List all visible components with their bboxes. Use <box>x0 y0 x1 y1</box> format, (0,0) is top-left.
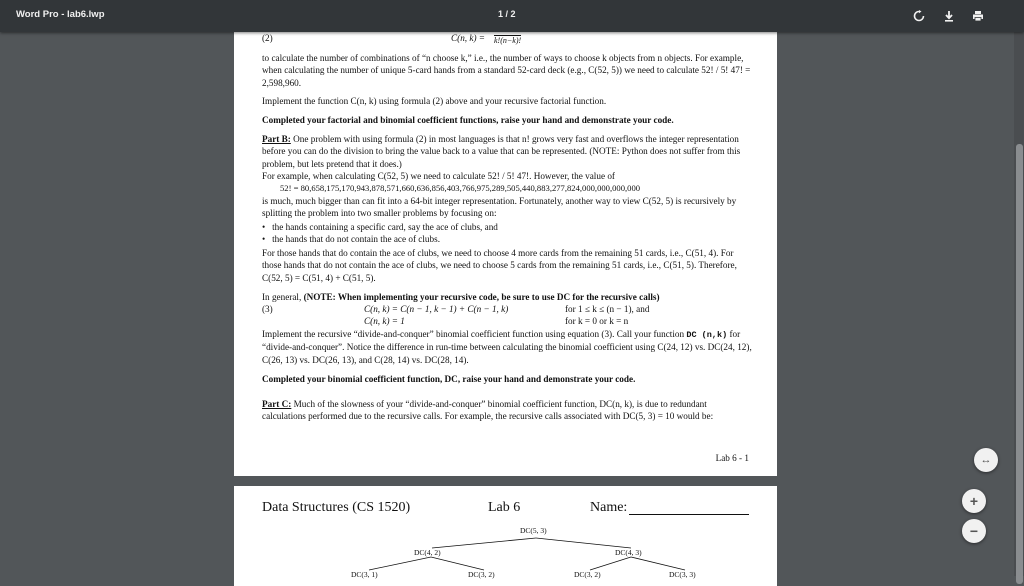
implement-dc-text-a: Implement the recursive “divide-and-conquer” binomial coefficient function using equation (3). Call your function <box>262 329 687 339</box>
tree-edge <box>536 538 631 548</box>
formula-2-denominator: k!(n−k)! <box>494 36 522 45</box>
tree-edge <box>369 557 431 570</box>
download-icon[interactable] <box>940 7 958 25</box>
part-b-label: Part B: <box>262 134 291 144</box>
formula-2-label: (2) <box>262 33 273 43</box>
bullet-2-text: the hands that do not contain the ace of clubs. <box>272 234 440 244</box>
vertical-scrollbar[interactable] <box>1014 32 1024 576</box>
paragraph-example: For example, when calculating C(52, 5) we need to calculate 52! / 5! 47!. However, the value of <box>262 171 615 181</box>
tree-edge <box>590 557 631 570</box>
page-indicator: 1 / 2 <box>498 9 516 19</box>
tree-node-r1: DC(4, 3) <box>615 548 642 557</box>
zoom-out-icon: − <box>969 523 979 539</box>
scrollbar-thumb[interactable] <box>1016 144 1023 584</box>
checkpoint-2-text: Completed your binomial coefficient function, DC, raise your hand and demonstrate your code. <box>262 374 636 384</box>
part-c-text: Much of the slowness of your “divide-and-conquer” binomial coefficient function, DC(n, k), is due to redundant calculations performed due to the recursive calls. For example, the recursive calls associated with DC(5, 3) = 10 would be: <box>262 399 714 422</box>
paragraph-recursive-view: is much, much bigger than can fit into a 64-bit integer representation. Fortunately, another way to view C(52, 5) is recursively by splitting the problem into two smaller problems by focusing on: <box>262 196 737 219</box>
part-c-label: Part C: <box>262 399 292 409</box>
paragraph-ace-of-clubs: For those hands that do contain the ace of clubs, we need to choose 4 more cards from the remaining 51 cards, i.e., C(51, 4). For those hands that do not contain the ace of clubs, we need to choose 5 cards from the remaining 51 cards, i.e., C(51, 5). Therefore, C(52, 5) = C(51, 4) + C(51, 5). <box>262 248 737 283</box>
paragraph-implement-c: Implement the function C(n, k) using formula (2) above and your recursive factorial function. <box>262 96 607 106</box>
dc-note: (NOTE: When implementing your recursive code, be sure to use DC for the recursive calls) <box>303 292 660 302</box>
paragraph-in-general <box>262 291 752 303</box>
zoom-out-button[interactable] <box>962 519 986 543</box>
equation-3-condition-2: for k = 0 or k = n <box>565 316 629 326</box>
document-title: Word Pro - lab6.lwp <box>16 9 105 20</box>
zoom-in-icon: + <box>969 493 979 509</box>
zoom-in-button[interactable] <box>962 489 986 513</box>
page-2 <box>234 486 777 586</box>
equation-3-line-2: C(n, k) = 1 <box>364 316 405 326</box>
factorial-52-value: 52! = 80,658,175,170,943,878,571,660,636,856,403,766,975,289,505,440,883,277,824,000,000,000,000 <box>280 183 641 193</box>
equation-3-condition-1: for 1 ≤ k ≤ (n − 1), and <box>565 304 650 314</box>
course-title: Data Structures (CS 1520) <box>262 500 411 515</box>
bullet-1: • the hands containing a specific card, say the ace of clubs, and <box>262 222 498 232</box>
fit-page-button[interactable] <box>974 448 998 472</box>
part-b-text: One problem with using formula (2) in most languages is that n! grows very fast and overflows the integer representation before you can do the division to bring the value back to a value that can be represented. (NOTE: Python does not suffer from this problem, but lets pretend that it does.) <box>262 134 741 169</box>
tree-edge <box>431 557 484 570</box>
tree-edge <box>631 557 685 570</box>
tree-node-rl: DC(3, 2) <box>574 570 601 579</box>
paragraph-part-b <box>262 133 752 170</box>
print-icon[interactable] <box>969 7 987 25</box>
tree-node-lr: DC(3, 2) <box>468 570 495 579</box>
tree-edge <box>432 538 536 548</box>
paragraph-checkpoint-2 <box>262 373 752 385</box>
checkpoint-1-text: Completed your factorial and binomial coefficient functions, raise your hand and demonstrate your code. <box>262 115 674 125</box>
page-footer: Lab 6 - 1 <box>715 453 749 463</box>
equation-3-label: (3) <box>262 304 273 314</box>
name-label: Name: <box>590 500 628 515</box>
dc-function-name: DC (n,k) <box>686 330 728 340</box>
rotate-icon[interactable] <box>910 7 928 25</box>
bullet-1-text: the hands containing a specific card, say the ace of clubs, and <box>272 222 498 232</box>
viewer-toolbar <box>0 0 1024 32</box>
page-1 <box>234 32 777 476</box>
paragraph-part-c <box>262 398 752 423</box>
paragraph-combinations: to calculate the number of combinations of “n choose k,” i.e., the number of ways to choose k objects from n objects. For example, when calculating the number of unique 5-card hands from a standard 52-card deck (e.g., C(52, 5)) we need to calculate 52! / 5! 47! = 2,598,960. <box>262 53 751 88</box>
tree-node-ll: DC(3, 1) <box>351 570 378 579</box>
tree-node-rr: DC(3, 3) <box>669 570 696 579</box>
tree-node-root: DC(5, 3) <box>520 526 547 535</box>
equation-3-line-1: C(n, k) = C(n − 1, k − 1) + C(n − 1, k) <box>364 304 509 314</box>
formula-2-lhs: C(n, k) = <box>451 33 486 43</box>
tree-node-l1: DC(4, 2) <box>414 548 441 557</box>
bullet-2: • the hands that do not contain the ace of clubs. <box>262 234 440 244</box>
implement-dc-text-b: for “divide-and-conquer”. Notice the difference in run-time between calculating the binomial coefficient using C(24, 12) vs. DC(24, 12), C(26, 13) vs. DC(26, 13), and C(28, 14) vs. DC(28, 14). <box>262 329 752 365</box>
paragraph-implement-dc <box>262 328 752 366</box>
lab-number: Lab 6 <box>488 500 521 515</box>
paragraph-checkpoint-1 <box>262 114 752 126</box>
fit-page-icon: ↔ <box>980 454 992 466</box>
in-general-text: In general, <box>262 292 304 302</box>
